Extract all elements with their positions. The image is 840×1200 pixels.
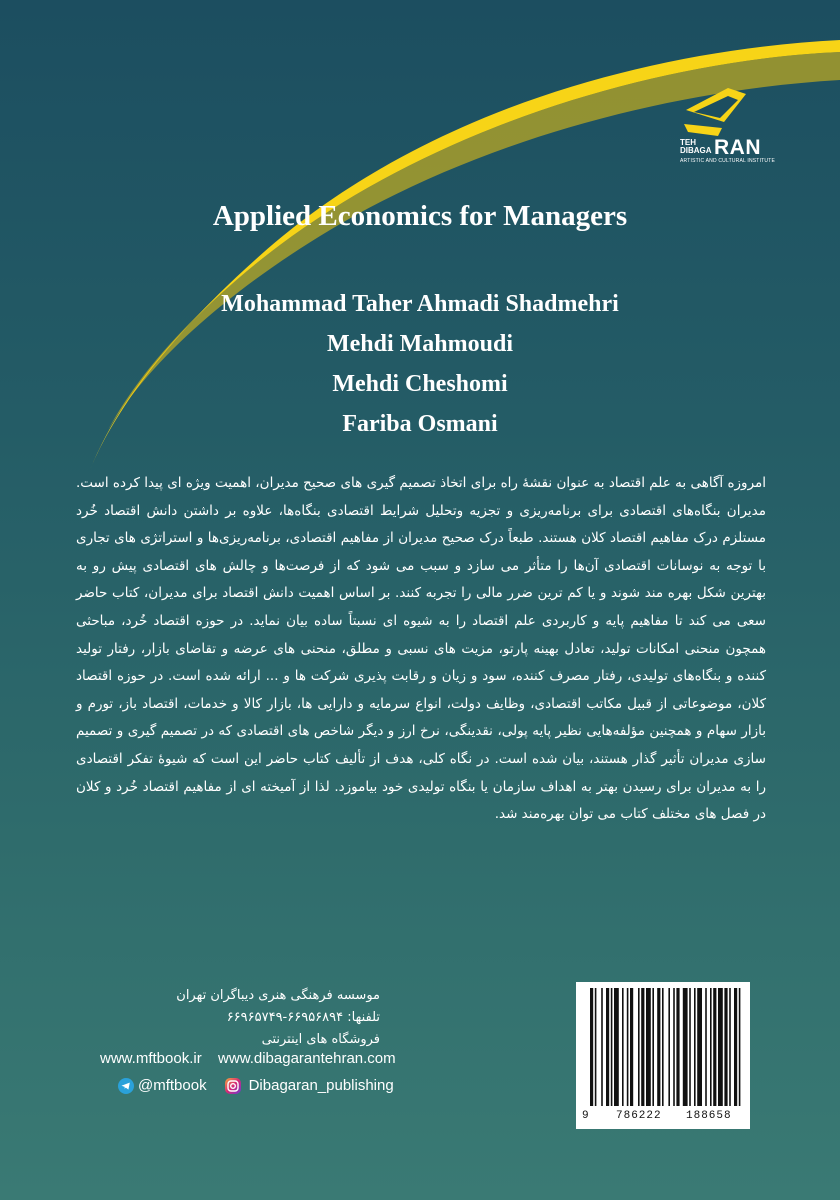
online-stores-label: فروشگاه های اینترنتی — [261, 1032, 380, 1047]
logo-subtitle: ARTISTIC AND CULTURAL INSTITUTE — [680, 158, 776, 164]
authors-list — [0, 284, 840, 444]
book-title: Applied Economics for Managers — [212, 200, 628, 232]
telegram-handle[interactable]: @mftbook — [138, 1077, 207, 1094]
social-links — [118, 1077, 394, 1094]
author-name: Mehdi Cheshomi — [332, 371, 508, 397]
isbn-barcode — [576, 982, 750, 1129]
author-name: Fariba Osmani — [342, 411, 498, 437]
publisher-info — [100, 985, 380, 1051]
website-link[interactable]: www.mftbook.ir — [100, 1050, 202, 1067]
barcode-left-digits: 786222 — [616, 1110, 662, 1122]
barcode-right-digits: 188658 — [686, 1110, 732, 1122]
instagram-icon — [225, 1078, 241, 1094]
barcode-bars — [576, 982, 750, 1112]
publisher-phone: تلفنها: ۶۶۹۵۶۸۹۴-۶۶۹۶۵۷۴۹ — [226, 1010, 380, 1025]
author-name: Mohammad Taher Ahmadi Shadmehri — [221, 291, 619, 317]
barcode-lead-digit: 9 — [582, 1110, 589, 1122]
publisher-logo-text — [680, 136, 775, 164]
logo-prefix: TEH DIBAGA — [680, 138, 712, 155]
website-links — [100, 1050, 396, 1067]
author-name: Mehdi Mahmoudi — [326, 331, 514, 357]
telegram-icon — [118, 1078, 134, 1094]
instagram-handle[interactable]: Dibagaran_publishing — [248, 1077, 394, 1094]
website-link[interactable]: www.dibagarantehran.com — [218, 1050, 396, 1067]
book-description: امروزه آگاهی به علم اقتصاد به عنوان نقشهٔ راه برای اتخاذ تصمیم گیری های صحیح مدیران، اهمیت ویژه ای پیدا کرده است. مدیران بنگاه‌های اقتصادی برای برنامه‌ریزی و تجزیه وتحلیل شرایط اقتصادی بنگاه‌ها، علاوه بر داشتن دانش اقتصاد خُرد مستلزم درک مفاهیم اقتصاد کلان هستند. طبعاً درک صحیح مدیران از مفاهیم اقتصادی، برنامه‌ریزی‌ها و استراتژی های تجاری با توجه به نوسانات اقتصادی آن‌ها را متأثر می سازد و سبب می شود که از فرصت‌ها و چالش های اقتصادی پیش رو به بهترین شکل بهره مند شوند و یا کم ترین ضرر مالی را تجربه کنند. بر اساس اهمیت دانش اقتصاد برای مدیران، کتاب حاضر سعی می کند تا مفاهیم پایه و کاربردی علم اقتصاد را به شیوه ای نسبتاً ساده بیان نماید. در حوزه اقتصاد خُرد، مباحثی همچون منحنی امکانات تولید، تعادل بهینه پارتو، مزیت های نسبی و مطلق، منحنی های عرضه و تقاضای بازار، رفتار تولید کننده و بنگاه‌های تولیدی، رفتار مصرف کننده، سود و زیان و رقابت پذیری شرکت ها و ... ارائه شده است. در حوزه اقتصاد کلان، موضوعاتی از قبیل مکاتب اقتصادی، وظایف دولت، انواع سرمایه و دارایی ها، بازار کالا و خدمات، اقتصاد باز، تورم و بازار سهام و همچنین مؤلفه‌هایی نظیر پایه پولی، نقدینگی، نرخ ارز و دیگر شاخص های اقتصادی که در تصمیم گیری و تصمیم سازی مدیران تأثیر گذار هستند، بیان شده است. در نگاه کلی، هدف از تألیف کتاب حاضر این است که شیوهٔ تفکر اقتصادی را به مدیران برای رسیدن بهتر به اهداف سازمان یا بنگاه تولیدی خود بیاموزد. لذا از آمیخته ای از مفاهیم اقتصاد خُرد و کلان در فصل های مختلف کتاب می توان بهره‌مند شد. — [76, 475, 766, 823]
publisher-name: موسسه فرهنگی هنری دیباگران تهران — [176, 988, 380, 1003]
logo-main: RAN — [714, 136, 761, 159]
